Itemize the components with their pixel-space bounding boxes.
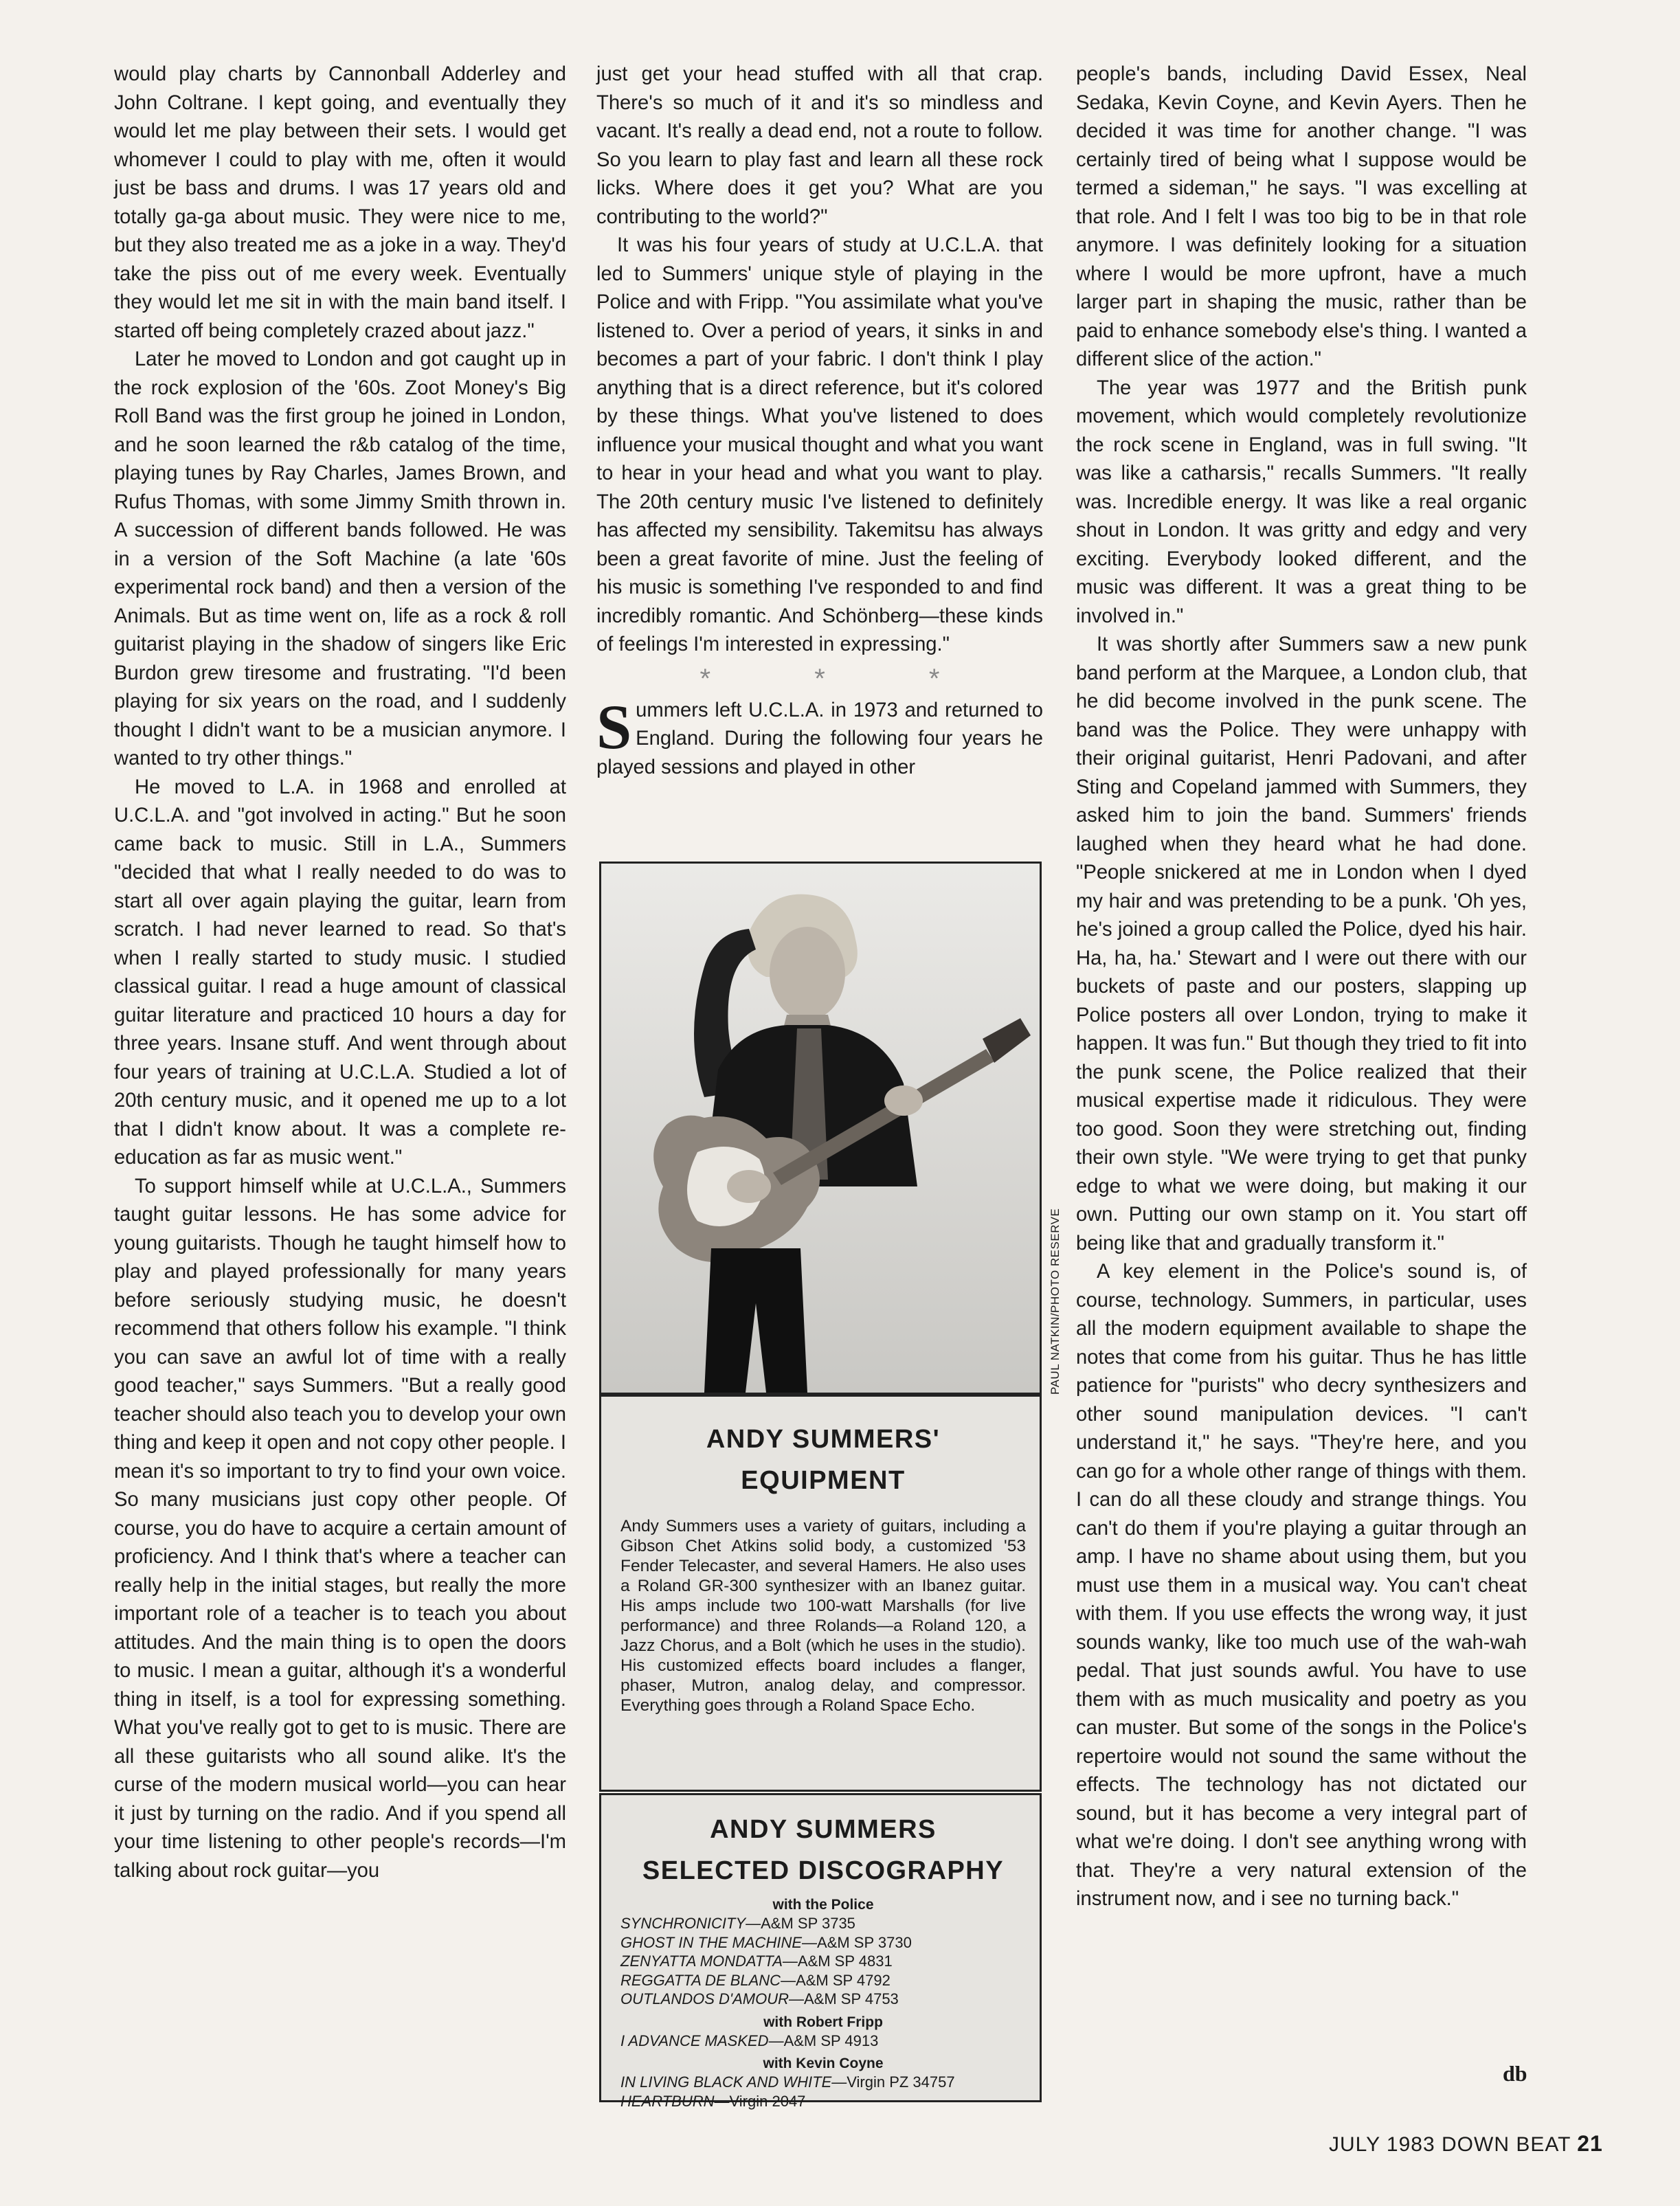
discography-entry: HEARTBURN—Virgin 2047 [620, 2092, 806, 2110]
photo-andy-summers-with-guitar [599, 862, 1042, 1395]
discography-sidebar [599, 1793, 1042, 2110]
equipment-text: Andy Summers uses a variety of guitars, including a Gibson Chet Atkins solid body, a customized '53 Fender Telecaster, and several Hamers. He also uses a Roland GR-300 synthesizer with an Ibanez guitar. His amps include two 100-watt Marshalls (for live performance) and three Rolands—a Roland 120, a Jazz Chorus, and a Bolt (which he uses in the studio). His customized effects board includes a flanger, phaser, Mutron, analog delay, and compressor. Everything goes through a Roland Space Echo. [620, 1517, 1026, 1715]
paragraph-with-dropcap [596, 691, 1043, 783]
discography-group-heading: with Robert Fripp [763, 2014, 883, 2030]
equipment-title-line2: EQUIPMENT [741, 1466, 906, 1495]
paragraph: The year was 1977 and the British punk movement, which would completely revolutionize the rock scene in England, was in full swing. "It was like a catharsis," recalls Summers. "It really was. Incredible energy. It was like a real organic shout in London. It was gritty and edgy and very exciting. Everybody looked different, and the music was different. It was a great thing to be involved in." [1076, 376, 1527, 627]
paragraph: would play charts by Cannonball Adderley and John Coltrane. I kept going, and eventually they would let me play between their sets. I would get whomever I could to play with me, often it would just be bass and drums. I was 17 years old and totally ga-ga about music. They were nice to me, but they also treated me as a joke in a way. They'd take the piss out of me every week. Eventually they would let me sit in with the main band itself. I started off being completely crazed about jazz." [114, 63, 566, 342]
discography-entry: IN LIVING BLACK AND WHITE—Virgin PZ 34757 [620, 2073, 955, 2091]
author-signoff: db [1503, 2061, 1527, 2086]
photo-credit [1043, 1175, 1071, 1402]
article-column-1 [114, 60, 566, 1885]
guitarist-photo-illustration [601, 864, 1040, 1393]
discography-entry: GHOST IN THE MACHINE—A&M SP 3730 [620, 1933, 912, 1951]
photo-credit-text: PAUL NATKIN/PHOTO RESERVE [1049, 1208, 1062, 1395]
page-number: 21 [1577, 2131, 1603, 2156]
discography-title-line2: SELECTED DISCOGRAPHY [642, 1856, 1005, 1885]
paragraph: A key element in the Police's sound is, of course, technology. Summers, in particular, uses all the modern equipment available to shape the notes that come from his guitar. Thus he has little patience for "purists" who decry synthesizers and other sound manipulation devices. "I can't understand it," he says. "They're here, and you can go for a whole other range of things with them. I can do all these cloudy and strange things. You can't do them if you're playing a guitar through an amp. I have no shame about using them, but you must use them in a musical way. You can't cheat with them. If you use effects the wrong way, it just sounds wanky, like too much use of the wah-wah pedal. That just sounds awful. You have to use them with as much musicality and poetry as you can muster. But some of the songs in the Police's repertoire would not sound the same without the effects. The technology has not dictated our sound, but it has become a very integral part of what we're doing. I don't see anything wrong with that. They're a very natural extension of the instrument now, and i see no turning back." [1076, 1261, 1527, 1910]
discography-entry: ZENYATTA MONDATTA—A&M SP 4831 [620, 1952, 893, 1970]
discography-entry: I ADVANCE MASKED—A&M SP 4913 [620, 2031, 879, 2049]
paragraph: Later he moved to London and got caught up in the rock explosion of the '60s. Zoot Money's Big Roll Band was the first group he joined in London, and he soon learned the r&b catalog of the time, playing tunes by Ray Charles, James Brown, and Rufus Thomas, with some Jimmy Smith thrown in. A succession of different bands followed. He was in a version of the Soft Machine (a late '60s experimental rock band) and then a version of the Animals. But as time went on, life as a rock & roll guitarist playing in the shadow of singers like Eric Burdon grew tiresome and frustrating. "I'd been playing for six years on the road, and I suddenly thought I didn't want to be a musician anymore. I wanted to try other things." [114, 348, 566, 769]
discography-title-line1: ANDY SUMMERS [710, 1815, 937, 1844]
paragraph: To support himself while at U.C.L.A., Summers taught guitar lessons. He has some advice for young guitarists. Though he taught himself how to play and played professionally for many years before seriously studying music, he doesn't recommend that others follow his example. "I think you can save an awful lot of time with a really good teacher," says Summers. "But a really good teacher should also teach you to develop your own thing and keep it open and not copy other people. I mean it's so important to try to find your own voice. So many musicians just copy other people. Of course, you do have to acquire a certain amount of proficiency. And I think that's where a teacher can really help in the initial stages, but really the more important role of a teacher is to teach you about attitudes. And the main thing is to open the doors to music. I mean a guitar, although it's a wonderful thing in itself, is a tool for expressing something. What you've really got to get to is music. There are all these guitarists who all sound alike. It's the curse of the modern musical world—you can hear it just by turning on the radio. And if you spend all your time listening to other people's records—I'm talking about rock guitar—you [114, 1175, 566, 1882]
discography-group-heading: with the Police [772, 1897, 874, 1913]
discography-group-heading: with Kevin Coyne [763, 2056, 884, 2071]
article-column-3 [1076, 60, 1527, 1914]
discography-entry: OUTLANDOS D'AMOUR—A&M SP 4753 [620, 1990, 899, 2007]
paragraph-text: ummers left U.C.L.A. in 1973 and returned to England. During the following four years he played sessions and played in other [596, 699, 1043, 778]
drop-cap: S [596, 691, 632, 762]
paragraph: It was shortly after Summers saw a new punk band perform at the Marquee, a London club, that he did become involved in the punk scene. The band was the Police. They were unhappy with their original guitarist, Henri Padovani, and after Sting and Copeland jammed with Summers, they asked him to join the band. Summers' friends laughed when they heard what he had done. "People snickered at me in London when I dyed my hair and was pretending to be a punk. 'Oh yes, he's joined a group called the Police, dyed his hair. Ha, ha, ha.' Stewart and I were out there with our buckets of paste and our posters, slapping up Police posters all over London, trying to make it happen. It was fun." But though they tried to fit into the punk scene, the Police realized that their musical expertise made it ridiculous. They were too good. Soon they were stretching out, finding their own style. "We were trying to get that punky edge to what we were doing, but making it our own. Putting our own stamp on it. You start off being like that and gradually transform it." [1076, 633, 1527, 1254]
discography-entry: REGGATTA DE BLANC—A&M SP 4792 [620, 1971, 891, 1989]
issue-label: JULY 1983 DOWN BEAT [1329, 2133, 1571, 2156]
equipment-sidebar [599, 1395, 1042, 1792]
page-footer [1329, 2131, 1603, 2157]
discography-entry: SYNCHRONICITY—A&M SP 3735 [620, 1915, 855, 1932]
equipment-title-line1: ANDY SUMMERS' [706, 1425, 941, 1454]
paragraph: people's bands, including David Essex, Neal Sedaka, Kevin Coyne, and Kevin Ayers. Then he decided it was time for another change. "I was certainly tired of being what I suppose would be termed a sideman," he says. "I was excelling at that role. And I felt I was too big to be in that role anymore. I was definitely looking for a situation where I would be more upfront, have a much larger part in shaping the music, rather than be paid to enhance somebody else's thing. I wanted a different slice of the action." [1076, 63, 1527, 370]
paragraph: He moved to L.A. in 1968 and enrolled at U.C.L.A. and "got involved in acting." But he soon came back to music. Still in L.A., Summers "decided that what I really needed to do was to start all over again playing the guitar, learn from scratch. I had never learned to read. So that's when I really started to study music. I studied classical guitar. I read a huge amount of classical guitar literature and practiced 10 hours a day for three years. Insane stuff. And went through about four years of training at U.C.L.A. Studied a lot of 20th century music, and it opened me up to a lot that I didn't know about. It was a complete re-education as far as music went." [114, 776, 566, 1169]
section-break-asterisks: * * * [699, 663, 988, 694]
paragraph: It was his four years of study at U.C.L.A. that led to Summers' unique style of playing in the Police and with Fripp. "You assimilate what you've listened to. Over a period of years, it sinks in and becomes a part of your fabric. I don't think I play anything that is a direct reference, but it's colored by these things. What you've listened to does influence your musical thought and what you want to hear in your head and what you want to play. The 20th century music I've listened to definitely has affected my sensibility. Takemitsu has always been a great favorite of mine. Just the feeling of his music is something I've responded to and find incredibly romantic. And Schönberg—these kinds of feelings I'm interested in expressing." [596, 234, 1043, 655]
article-column-2 [596, 60, 1043, 782]
paragraph: just get your head stuffed with all that crap. There's so much of it and it's so mindless and vacant. It's really a dead end, not a route to follow. So you learn to play fast and learn all these rock licks. Where does it get you? What are you contributing to the world?" [596, 63, 1043, 228]
